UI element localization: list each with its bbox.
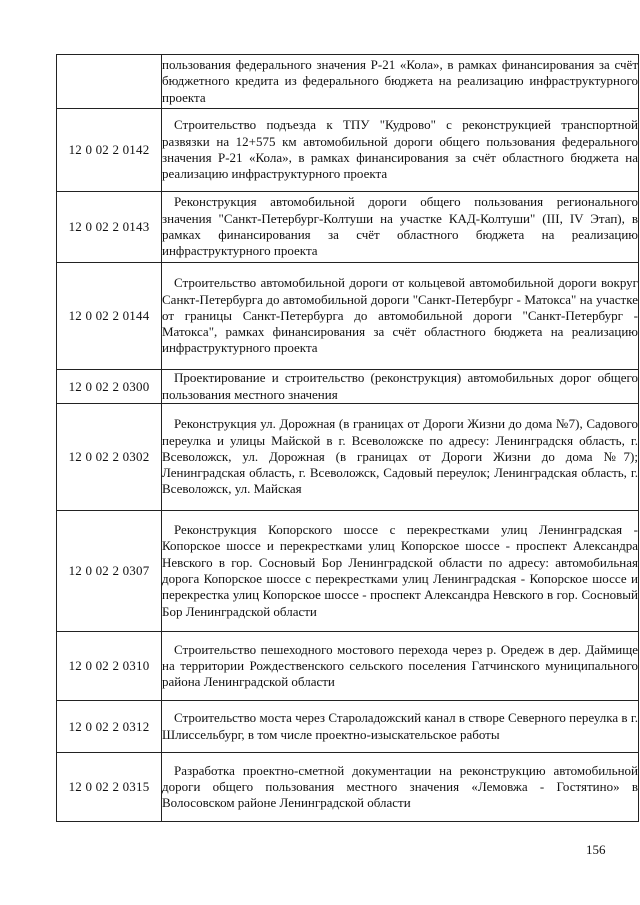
row-description-cell: Реконструкция автомобильной дороги общего пользования регионального значения "Санкт-Петербург-Колтуши на участке КАД-Колтуши" (III, IV Этап), в рамках финансирования за счёт областного бюджета на реализацию инфраструктурного проекта: [162, 192, 639, 263]
table-row: [57, 370, 639, 404]
table-row: [57, 192, 639, 263]
row-description-cell: Реконструкция Копорского шоссе с перекрестками улиц Ленинградская - Копорское шоссе и перекрестками улиц Копорское шоссе - проспект Александра Невского в гор. Сосновый Бор Ленинградской области по адресу: автомобильная дорога Копорское шоссе с перекрестками улиц Ленинградская - Копорское шоссе и перекрестка улиц Копорское шоссе - проспект Александра Невского в гор. Сосновый Бор Ленинградской области: [162, 511, 639, 632]
table-row: [57, 404, 639, 511]
page-number: 156: [586, 842, 606, 857]
budget-table-body: [57, 55, 639, 822]
row-description-cell: Строительство моста через Староладожский канал в створе Северного переулка в г. Шлиссельбург, в том числе проектно-изыскательское работы: [162, 701, 639, 753]
table-row: [57, 55, 639, 109]
row-description-cell: Строительство подъезда к ТПУ "Кудрово" с реконструкцией транспортной развязки на 12+575 км автомобильной дороги общего пользования федерального значения Р-21 «Кола», в рамках финансирования за счёт областного бюджета на реализацию инфраструктурного проекта: [162, 109, 639, 192]
row-description-cell: Разработка проектно-сметной документации на реконструкцию автомобильной дороги общего пользования местного значения «Лемовжа - Гостятино» в Волосовском районе Ленинградской области: [162, 753, 639, 822]
row-code-cell: 12 0 02 2 0312: [57, 701, 162, 753]
table-row: [57, 109, 639, 192]
table-row: [57, 701, 639, 753]
row-description-cell: Проектирование и строительство (реконструкция) автомобильных дорог общего пользования местного значения: [162, 370, 638, 402]
table-row: [57, 263, 639, 370]
row-description-cell: Реконструкция ул. Дорожная (в границах от Дороги Жизни до дома №7), Садового переулка и улицы Майской в г. Всеволожске по адресу: Ленинградскя область, г. Всеволожск, ул. Дорожная (в границах от Дороги Жизни до дома №7); Ленинградская область, г. Всеволожск, Садовый переулок; Ленинградская область, г. Всеволожск, ул. Майская: [162, 404, 639, 511]
budget-table: [56, 54, 639, 822]
table-row: [57, 511, 639, 632]
table-row: [57, 632, 639, 701]
row-code-cell: 12 0 02 2 0315: [57, 753, 162, 822]
row-description-cell: пользования федерального значения Р-21 «Кола», в рамках финансирования за счёт бюджетного кредита из федерального бюджета на реализацию инфраструктурного проекта: [162, 55, 639, 109]
row-code-cell: 12 0 02 2 0143: [57, 192, 162, 263]
row-description-cell: Строительство автомобильной дороги от кольцевой автомобильной дороги вокруг Санкт-Петербурга до автомобильной дороги "Санкт-Петербург - Матокса" на участке от границы Санкт-Петербурга до автомобильной дороги "Санкт-Петербург - Матокса", рамках финансирования за счёт областного бюджета на реализацию инфраструктурного проекта: [162, 263, 639, 370]
row-code-cell: 12 0 02 2 0142: [57, 109, 162, 192]
row-code-cell: 12 0 02 2 0302: [57, 404, 162, 511]
row-description-cell: Строительство пешеходного мостового перехода через р. Оредеж в дер. Даймище на территории Рождественского сельского поселения Гатчинского муниципального района Ленинградской области: [162, 632, 639, 701]
row-code-cell: 12 0 02 2 0310: [57, 632, 162, 701]
row-code-cell: 12 0 02 2 0307: [57, 511, 162, 632]
row-code-cell: 12 0 02 2 0300: [57, 370, 162, 404]
row-code-cell: [57, 55, 162, 109]
table-row: [57, 753, 639, 822]
row-code-cell: 12 0 02 2 0144: [57, 263, 162, 370]
